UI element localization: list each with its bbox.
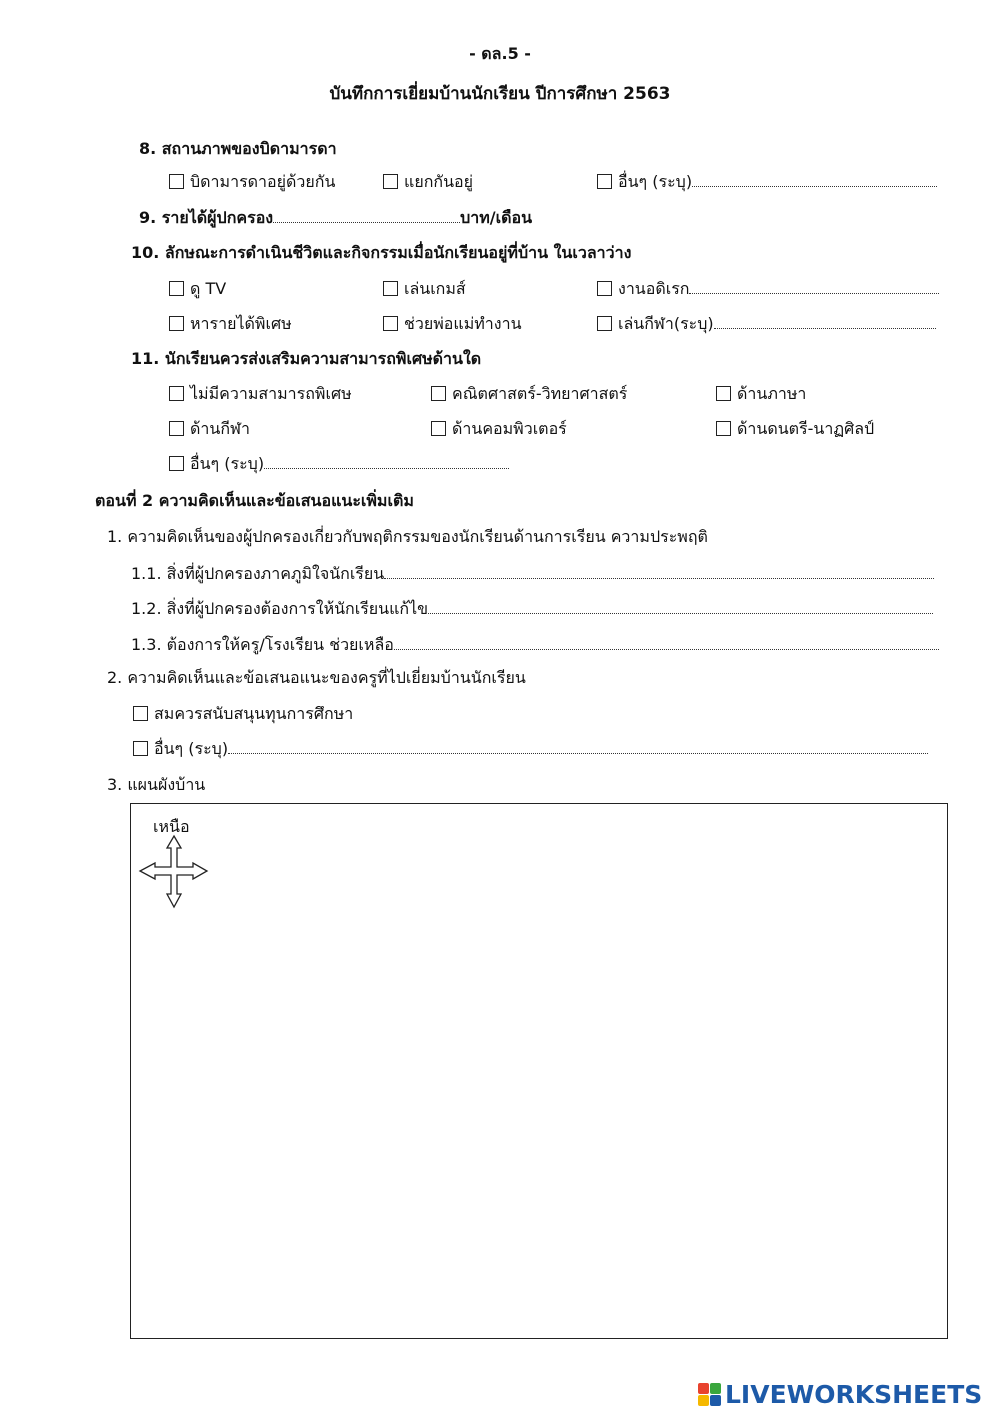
part2-item1-2: 1.2. สิ่งที่ผู้ปกครองต้องการให้นักเรียนแก้ไข: [131, 599, 933, 619]
north-label: เหนือ: [153, 817, 190, 836]
q10-option-games[interactable]: เล่นเกมส์: [383, 279, 466, 299]
q10-option-help-parents[interactable]: ช่วยพ่อแม่ทำงาน: [383, 314, 522, 334]
q10-option-tv[interactable]: ดู TV: [169, 279, 226, 299]
checkbox[interactable]: [431, 421, 446, 436]
checkbox[interactable]: [169, 316, 184, 331]
checkbox[interactable]: [133, 706, 148, 721]
part2-item3: 3. แผนผังบ้าน: [107, 775, 206, 794]
q11-option-music-dance[interactable]: ด้านดนตรี-นาฏศิลป์: [716, 419, 874, 439]
fill-in-line[interactable]: [692, 172, 937, 187]
income-field[interactable]: [273, 208, 460, 223]
q11-option-none[interactable]: ไม่มีความสามารถพิเศษ: [169, 384, 352, 404]
q11-option-sports[interactable]: ด้านกีฬา: [169, 419, 250, 439]
checkbox[interactable]: [169, 174, 184, 189]
q10-option-extra-income[interactable]: หารายได้พิเศษ: [169, 314, 292, 334]
fill-in-line[interactable]: [714, 314, 936, 329]
house-map-area[interactable]: [130, 803, 948, 1339]
checkbox[interactable]: [597, 316, 612, 331]
part2-item2-option-other[interactable]: อื่นๆ (ระบุ): [133, 739, 928, 759]
page-title: บันทึกการเยี่ยมบ้านนักเรียน ปีการศึกษา 2563: [329, 84, 671, 104]
fill-in-line[interactable]: [384, 564, 934, 579]
fill-in-line[interactable]: [228, 739, 928, 754]
checkbox[interactable]: [597, 174, 612, 189]
part2-heading: ตอนที่ 2 ความคิดเห็นและข้อเสนอแนะเพิ่มเติม: [95, 491, 414, 510]
fill-in-line[interactable]: [428, 599, 933, 614]
part2-item2: 2. ความคิดเห็นและข้อเสนอแนะของครูที่ไปเยี่ยมบ้านนักเรียน: [107, 668, 526, 687]
part2-item1: 1. ความคิดเห็นของผู้ปกครองเกี่ยวกับพฤติกรรมของนักเรียนด้านการเรียน ความประพฤติ: [107, 527, 708, 546]
checkbox[interactable]: [383, 281, 398, 296]
checkbox[interactable]: [597, 281, 612, 296]
q8-label: 8. สถานภาพของบิดามารดา: [139, 139, 337, 158]
fill-in-line[interactable]: [689, 279, 939, 294]
checkbox[interactable]: [169, 421, 184, 436]
fill-in-line[interactable]: [264, 454, 509, 469]
q11-option-math-science[interactable]: คณิตศาสตร์-วิทยาศาสตร์: [431, 384, 627, 404]
q11-option-language[interactable]: ด้านภาษา: [716, 384, 806, 404]
part2-item2-option-scholarship[interactable]: สมควรสนับสนุนทุนการศึกษา: [133, 704, 353, 724]
checkbox[interactable]: [383, 174, 398, 189]
q11-option-computer[interactable]: ด้านคอมพิวเตอร์: [431, 419, 567, 439]
checkbox[interactable]: [431, 386, 446, 401]
checkbox[interactable]: [133, 741, 148, 756]
logo-wordmark: LIVEWORKSHEETS: [725, 1380, 983, 1409]
checkbox[interactable]: [169, 281, 184, 296]
checkbox[interactable]: [383, 316, 398, 331]
part2-item1-3: 1.3. ต้องการให้ครู/โรงเรียน ช่วยเหลือ: [131, 635, 939, 655]
q10-option-hobby[interactable]: งานอดิเรก: [597, 279, 939, 299]
checkbox[interactable]: [169, 456, 184, 471]
checkbox[interactable]: [169, 386, 184, 401]
q10-option-sports[interactable]: เล่นกีฬา(ระบุ): [597, 314, 936, 334]
q8-option-other[interactable]: อื่นๆ (ระบุ): [597, 172, 937, 192]
liveworksheets-logo: [698, 1380, 982, 1409]
q9-unit: บาท/เดือน: [460, 208, 533, 227]
liveworksheets-logo-icon: [698, 1383, 721, 1406]
q9-row: [139, 208, 532, 228]
q11-label: 11. นักเรียนควรส่งเสริมความสามารถพิเศษด้านใด: [131, 349, 482, 368]
fill-in-line[interactable]: [394, 635, 939, 650]
q8-option-together[interactable]: บิดามารดาอยู่ด้วยกัน: [169, 172, 335, 192]
compass-arrows-icon: [135, 834, 213, 910]
q8-option-separated[interactable]: แยกกันอยู่: [383, 172, 473, 192]
part2-item1-1: 1.1. สิ่งที่ผู้ปกครองภาคภูมิใจนักเรียน: [131, 564, 934, 584]
checkbox[interactable]: [716, 386, 731, 401]
q9-label: 9. รายได้ผู้ปกครอง: [139, 208, 274, 227]
form-code: - ดล.5 -: [469, 44, 531, 63]
q10-label: 10. ลักษณะการดำเนินชีวิตและกิจกรรมเมื่อนักเรียนอยู่ที่บ้าน ในเวลาว่าง: [131, 243, 632, 262]
checkbox[interactable]: [716, 421, 731, 436]
q11-option-other[interactable]: อื่นๆ (ระบุ): [169, 454, 509, 474]
